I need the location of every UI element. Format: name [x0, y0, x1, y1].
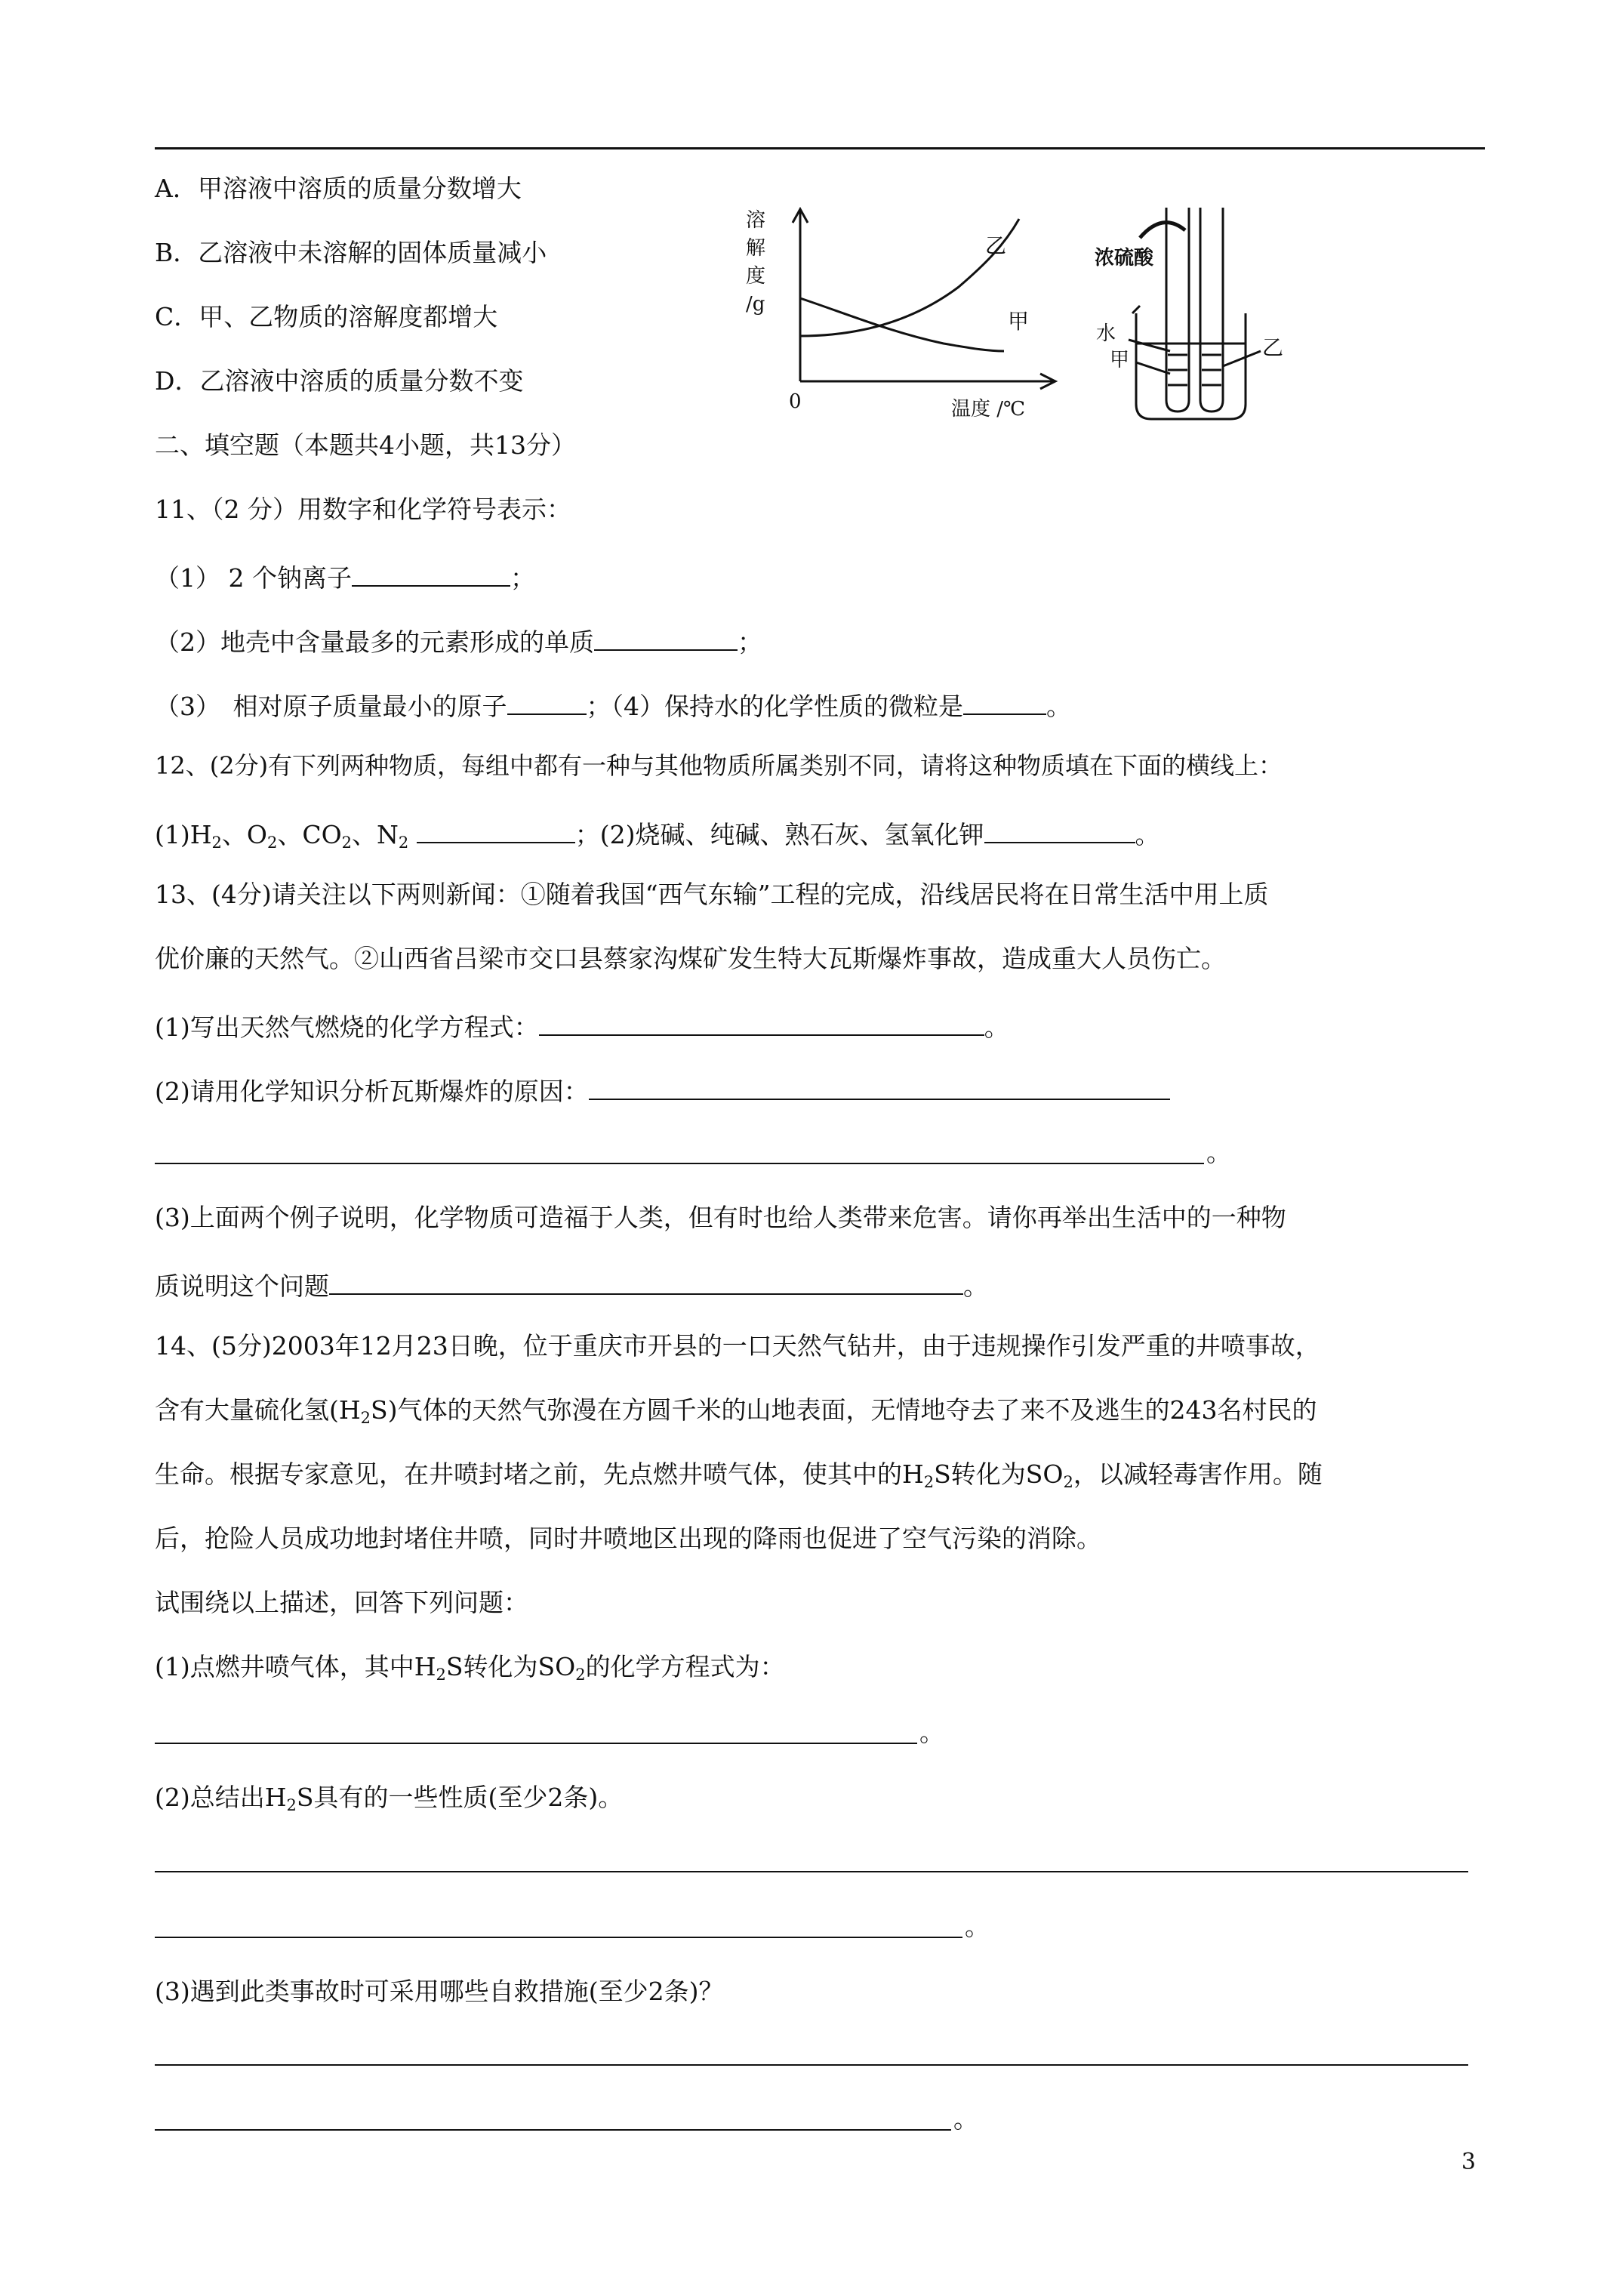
option-c: C．甲、乙物质的溶解度都增大	[155, 302, 498, 331]
beaker	[1129, 208, 1261, 419]
q13-part3-b: 质说明这个问题 。	[155, 1269, 988, 1299]
answer-line	[155, 1871, 1468, 1872]
solubility-figure	[717, 193, 1351, 434]
answer-line	[155, 1163, 1204, 1164]
x-axis-label: 温度 /℃	[951, 398, 1026, 421]
answer-line	[155, 2064, 1468, 2066]
q14-line-3: 生命。根据专家意见，在井喷封堵之前，先点燃井喷气体，使其中的$H_2S$转化为$SO_2$，以减轻毒害作用。随	[155, 1459, 1323, 1491]
header-rule	[155, 147, 1485, 149]
tube-yi-label: 乙	[1262, 335, 1284, 360]
acid-label: 浓硫酸	[1095, 247, 1154, 270]
q11-stem: 11、（2 分）用数字和化学符号表示：	[155, 495, 571, 524]
q14-line-4: 后，抢险人员成功地封堵住井喷，同时井喷地区出现的降雨也促进了空气污染的消除。	[155, 1524, 1101, 1553]
q11-part2: （2）地壳中含量最多的元素形成的单质 ；	[155, 625, 762, 655]
q11-part3-4: （3） 相对原子质量最小的原子 ；（4）保持水的化学性质的微粒是 。	[155, 689, 1071, 719]
answer-line	[155, 1743, 917, 1744]
page-number: 3	[1461, 2149, 1476, 2175]
tube-jia-label: 甲	[1110, 349, 1130, 371]
q13-part2: (2)请用化学知识分析瓦斯爆炸的原因：	[155, 1074, 1170, 1104]
q12-groups: $(1)H_2$、$O_2$、$CO_2$、$N_2$ ；(2)烧碱、纯碱、熟石灰、氢氧化钾 。	[155, 818, 1160, 847]
y-axis-char-1: 溶	[746, 209, 766, 232]
q13-part1: (1)写出天然气燃烧的化学方程式： 。	[155, 1010, 1009, 1040]
q14-line-2: 含有大量硫化氢$(H_2S)$气体的天然气弥漫在方圆千米的山地表面，无情地夺去了来不及逃生的243名村民的	[155, 1395, 1317, 1427]
q14-line-5: 试围绕以上描述，回答下列问题：	[155, 1588, 528, 1617]
q13-part3-a: (3)上面两个例子说明，化学物质可造福于人类，但有时也给人类带来危害。请你再举出生活中的一种物	[155, 1203, 1286, 1232]
y-axis-char-2: 解	[746, 237, 766, 260]
q14-part2: (2)总结出$H_2S$具有的一些性质(至少2条)。	[155, 1783, 624, 1814]
q14-part2-end: 。	[965, 1912, 990, 1941]
answer-line	[155, 1937, 962, 1938]
q14-part3: (3)遇到此类事故时可采用哪些自救措施(至少2条)？	[155, 1977, 724, 2006]
q13-stem-1: 13、(4分)请关注以下两则新闻：①随着我国“西气东输”工程的完成，沿线居民将在日常生活中用上质	[155, 880, 1269, 909]
y-axis-char-3: 度	[746, 265, 766, 288]
origin-label: 0	[789, 390, 802, 413]
curve-yi-label: 乙	[985, 233, 1007, 258]
answer-line	[155, 2129, 951, 2131]
q14-part3-end: 。	[953, 2104, 978, 2134]
q11-part1: （1） 2 个钠离子 ；	[155, 561, 535, 590]
q14-part1-end: 。	[919, 1718, 944, 1747]
water-label: 水	[1096, 322, 1116, 345]
q14-part1: (1)点燃井喷气体，其中$H_2S$转化为$SO_2$的化学方程式为：	[155, 1652, 785, 1684]
y-axis-char-4: /g	[746, 293, 765, 316]
option-a: A．甲溶液中溶质的质量分数增大	[155, 174, 522, 203]
q13-part2-end: 。	[1206, 1138, 1231, 1167]
solubility-graph	[793, 209, 1055, 389]
q12-stem: 12、(2分)有下列两种物质，每组中都有一种与其他物质所属类别不同，请将这种物质填在下面的横线上：	[155, 751, 1283, 780]
section-heading: 二、填空题（本题共4小题，共13分）	[155, 430, 576, 460]
q14-line-1: 14、(5分)2003年12月23日晚，位于重庆市开县的一口天然气钻井，由于违规操作引发严重的井喷事故，	[155, 1331, 1320, 1361]
option-d: D．乙溶液中溶质的质量分数不变	[155, 366, 524, 396]
option-b: B．乙溶液中未溶解的固体质量减小	[155, 238, 547, 267]
curve-jia-label: 甲	[1008, 309, 1030, 334]
q13-stem-2: 优价廉的天然气。②山西省吕梁市交口县蔡家沟煤矿发生特大瓦斯爆炸事故，造成重大人员伤亡。	[155, 944, 1226, 973]
